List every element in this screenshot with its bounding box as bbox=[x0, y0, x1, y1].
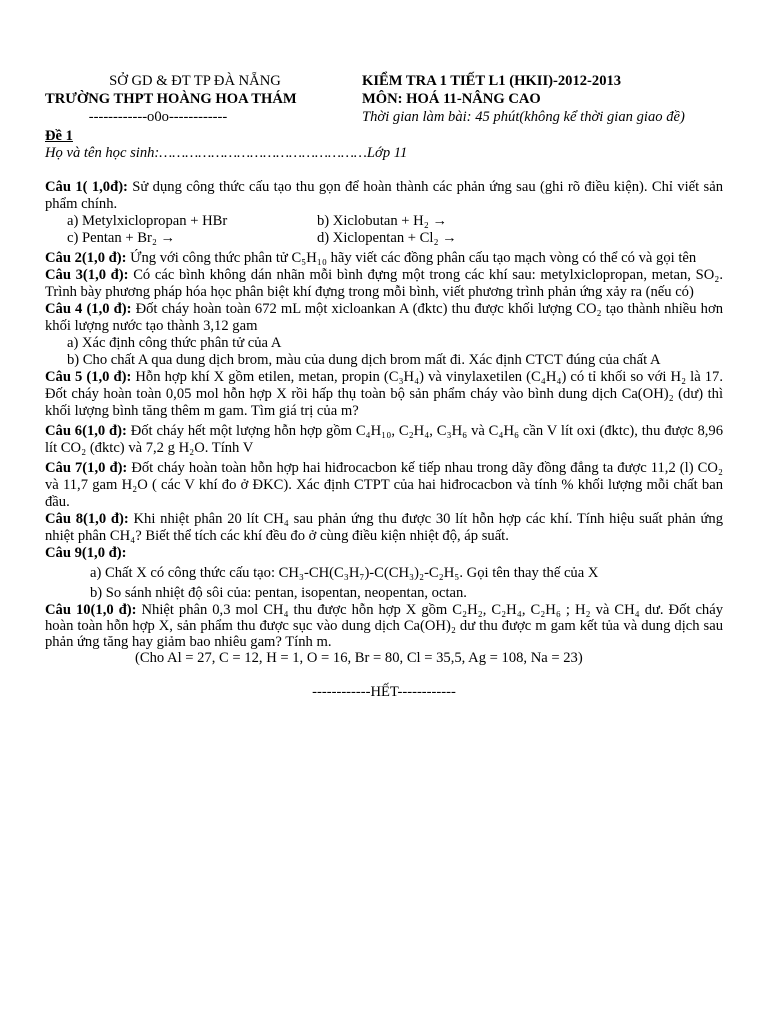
question-1-row-2 bbox=[45, 230, 723, 247]
question-1 bbox=[45, 179, 723, 213]
question-9-part-a: a) Chất X có công thức cấu tạo: CH₃-CH(C₃H₇)-C(CH₃)₂-C₂H₅. Gọi tên thay thế của X bbox=[90, 565, 599, 581]
question-text: Đốt cháy hết một lượng hỗn hợp gồm C₄H₁₀, C₂H₄, C₃H₆ và C₄H₆ cần V lít oxi (đktc), thu được 8,96 lít CO₂ (đktc) và 7,2 g H₂O. Tính V bbox=[45, 423, 724, 456]
question-text: Đốt cháy hoàn toàn 672 mL một xicloankan A (đktc) thu được khối lượng CO₂ tạo thành nhiều hơn khối lượng nước tạo thành 3,12 gam bbox=[45, 301, 723, 334]
exam-title: KIỂM TRA 1 TIẾT L1 (HKII)-2012-2013 bbox=[362, 73, 622, 89]
question-label: Câu 8(1,0 đ): bbox=[45, 511, 129, 527]
question-1-row-1 bbox=[45, 213, 723, 230]
header-left bbox=[45, 72, 345, 126]
question-label: Câu 4 (1,0 đ): bbox=[45, 301, 132, 317]
question-text: Đốt cháy hoàn toàn hỗn hợp hai hiđrocacbon kế tiếp nhau trong dãy đồng đẳng ta được 11,2 (l) CO₂ và 11,7 gam H₂O ( các V khí đo ở ĐKC). Xác định CTPT của hai hiđrocacbon và tính % khối lượng mỗi chất ban đầu. bbox=[45, 460, 723, 510]
option-b: b) Xiclobutan + H₂ → bbox=[317, 213, 448, 229]
option-c: c) Pentan + Br₂ → bbox=[67, 230, 176, 246]
question-7 bbox=[45, 460, 723, 511]
exam-header bbox=[45, 72, 723, 128]
exam-duration: Thời gian làm bài: 45 phút(không kể thời gian giao đề) bbox=[362, 109, 685, 125]
question-9-label: Câu 9(1,0 đ): bbox=[45, 545, 127, 561]
exam-code: Đề 1 bbox=[45, 128, 73, 144]
question-8 bbox=[45, 511, 723, 545]
exam-subject: MÔN: HOÁ 11-NÂNG CAO bbox=[362, 91, 541, 107]
question-label: Câu 1( 1,0đ): bbox=[45, 179, 128, 195]
question-label: Câu 3(1,0 đ): bbox=[45, 267, 129, 283]
question-label: Câu 7(1,0 đ): bbox=[45, 460, 128, 476]
department-name: SỞ GD & ĐT TP ĐÀ NẴNG bbox=[109, 73, 281, 89]
question-label: Câu 2(1,0 đ): bbox=[45, 250, 127, 266]
question-text: Có các bình không dán nhãn mỗi bình đựng một trong các khí sau: metylxiclopropan, metan, SO₂. Trình bày phương pháp hóa học phân biệt khí đựng trong mỗi bình, viết phương trình phản ứng xảy ra (nếu có) bbox=[45, 267, 724, 300]
atomic-masses-note: (Cho Al = 27, C = 12, H = 1, O = 16, Br = 80, Cl = 35,5, Ag = 108, Na = 23) bbox=[135, 650, 583, 666]
student-name-line: Họ và tên học sinh:…………………………………………Lớp 11 bbox=[45, 145, 408, 161]
header-divider: ------------o0o------------ bbox=[88, 109, 228, 125]
question-text: Nhiệt phân 0,3 mol CH₄ thu được hỗn hợp X gồm C₂H₂, C₂H₄, C₂H₆ ; H₂ và CH₄ dư. Đốt cháy hoàn toàn hỗn hợp X, sản phẩm thu được sục vào dung dịch Ca(OH)₂ dư thu được m gam kết tủa và dung dịch sau phản ứng tăng hay giảm bao nhiêu gam? Tính m. bbox=[45, 602, 723, 650]
question-label: Câu 10(1,0 đ): bbox=[45, 602, 137, 618]
question-4-part-b: b) Cho chất A qua dung dịch brom, màu của dung dịch brom mất đi. Xác định CTCT đúng của chất A bbox=[67, 352, 661, 368]
question-text: Hỗn hợp khí X gồm etilen, metan, propin (C₃H₄) và vinylaxetilen (C₄H₄) có tỉ khối so với H₂ là 17. Đốt cháy hoàn toàn 0,05 mol hỗn hợp X rồi hấp thụ toàn bộ sản phẩm cháy vào bình dung dịch Ca(OH)₂ (dư) thì khối lượng bình tăng thêm m gam. Tìm giá trị của m? bbox=[45, 369, 723, 419]
option-a: a) Metylxiclopropan + HBr bbox=[67, 213, 228, 229]
question-4 bbox=[45, 301, 723, 335]
question-text: Ứng với công thức phân tử C₅H₁₀ hãy viết các đồng phân cấu tạo mạch vòng có thể có và gọi tên bbox=[126, 250, 697, 266]
question-6 bbox=[45, 423, 723, 457]
question-9-part-b: b) So sánh nhiệt độ sôi của: pentan, isopentan, neopentan, octan. bbox=[90, 585, 467, 601]
end-marker: ------------HẾT------------ bbox=[312, 684, 456, 700]
option-d: d) Xiclopentan + Cl₂ → bbox=[317, 230, 457, 246]
exam-page bbox=[45, 72, 723, 701]
question-label: Câu 5 (1,0 đ): bbox=[45, 369, 132, 385]
question-4-part-a: a) Xác định công thức phân tử của A bbox=[67, 335, 282, 351]
question-3 bbox=[45, 267, 723, 301]
question-label: Câu 6(1,0 đ): bbox=[45, 423, 127, 439]
question-text: Khi nhiệt phân 20 lít CH₄ sau phản ứng thu được 30 lít hỗn hợp các khí. Tính hiệu suất phản ứng nhiệt phân CH₄? Biết thể tích các khí đều đo ở cùng điều kiện nhiệt độ, áp suất. bbox=[45, 511, 723, 544]
question-10 bbox=[45, 602, 723, 650]
question-text: Sử dụng công thức cấu tạo thu gọn để hoàn thành các phản ứng sau (ghi rõ điều kiện). Chỉ viết sản phẩm chính. bbox=[45, 179, 724, 212]
school-name: TRƯỜNG THPT HOÀNG HOA THÁM bbox=[45, 91, 297, 107]
header-right bbox=[362, 72, 723, 126]
question-5 bbox=[45, 369, 723, 420]
question-2 bbox=[45, 250, 723, 267]
